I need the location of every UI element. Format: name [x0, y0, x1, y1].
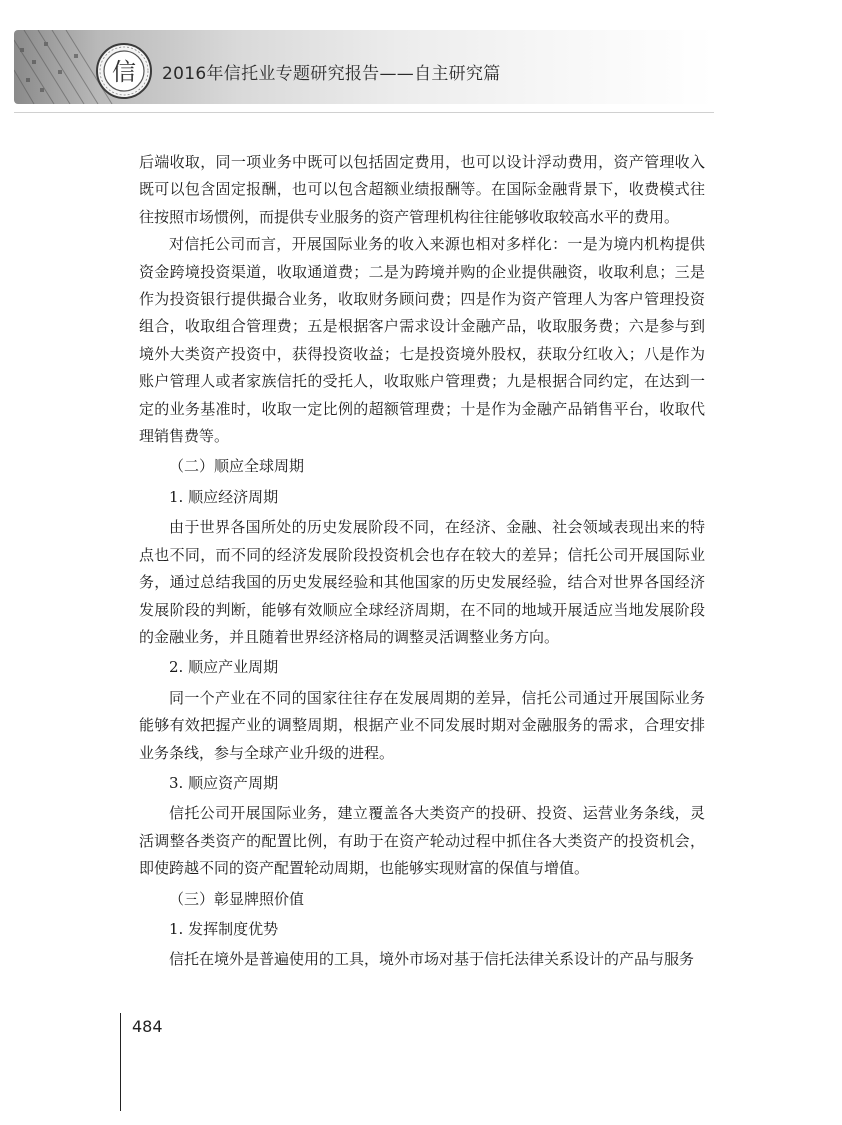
section-heading: （三）彰显牌照价值	[169, 889, 305, 908]
body-paragraph: 对信托公司而言，开展国际业务的收入来源也相对多样化：一是为境内机构提供资金跨境投资渠道，收取通道费；二是为跨境并购的企业提供融资，收取利息；三是作为投资银行提供撮合业务，收取财务顾问费；四是作为资产管理人为客户管理投资组合，收取组合管理费；五是根据客户需求设计金融产品，收取服务费；六是参与到境外大类资产投资中，获得投资收益；七是投资境外股权，获取分红收入；八是作为账户管理人或者家族信托的受托人，收取账户管理费；九是根据合同约定，在达到一定的业务基准时，收取一定比例的超额管理费；十是作为金融产品销售平台，收取代理销售费等。	[139, 235, 705, 446]
footer-rule	[120, 1013, 121, 1111]
header-rule	[14, 112, 714, 113]
seal-logo-icon	[96, 43, 152, 99]
body-paragraph: 信托在境外是普遍使用的工具，境外市场对基于信托法律关系设计的产品与服务	[169, 950, 695, 969]
body-paragraph: 后端收取，同一项业务中既可以包括固定费用，也可以设计浮动费用，资产管理收入既可以包含固定报酬，也可以包含超额业绩报酬等。在国际金融背景下，收费模式往往按照市场惯例，而提供专业服务的资产管理机构往往能够收取较高水平的费用。	[139, 153, 705, 226]
section-heading: （二）顺应全球周期	[169, 457, 305, 476]
subsection-heading: 3. 顺应资产周期	[169, 773, 279, 792]
logo-glyph: 信	[112, 58, 136, 86]
page-body	[139, 149, 705, 974]
page-header	[0, 0, 842, 120]
page-number: 484	[132, 1017, 163, 1036]
subsection-heading: 1. 发挥制度优势	[169, 919, 279, 938]
body-paragraph: 同一个产业在不同的国家往往存在发展周期的差异，信托公司通过开展国际业务能够有效把握产业的调整周期，根据产业不同发展时期对金融服务的需求，合理安排业务条线，参与全球产业升级的进程。	[139, 688, 705, 762]
subsection-heading: 1. 顺应经济周期	[169, 487, 279, 506]
subsection-heading: 2. 顺应产业周期	[169, 658, 279, 677]
body-paragraph: 信托公司开展国际业务，建立覆盖各大类资产的投研、投资、运营业务条线，灵活调整各类资产的配置比例，有助于在资产轮动过程中抓住各大类资产的投资机会，即使跨越不同的资产配置轮动周期，也能够实现财富的保值与增值。	[139, 804, 705, 878]
body-paragraph: 由于世界各国所处的历史发展阶段不同，在经济、金融、社会领域表现出来的特点也不同，而不同的经济发展阶段投资机会也存在较大的差异；信托公司开展国际业务，通过总结我国的历史发展经验和其他国家的历史发展经验，结合对世界各国经济发展阶段的判断，能够有效顺应全球经济周期，在不同的地域开展适应当地发展阶段的金融业务，并且随着世界经济格局的调整灵活调整业务方向。	[139, 518, 705, 646]
header-title: 2016年信托业专题研究报告——自主研究篇	[162, 64, 501, 84]
